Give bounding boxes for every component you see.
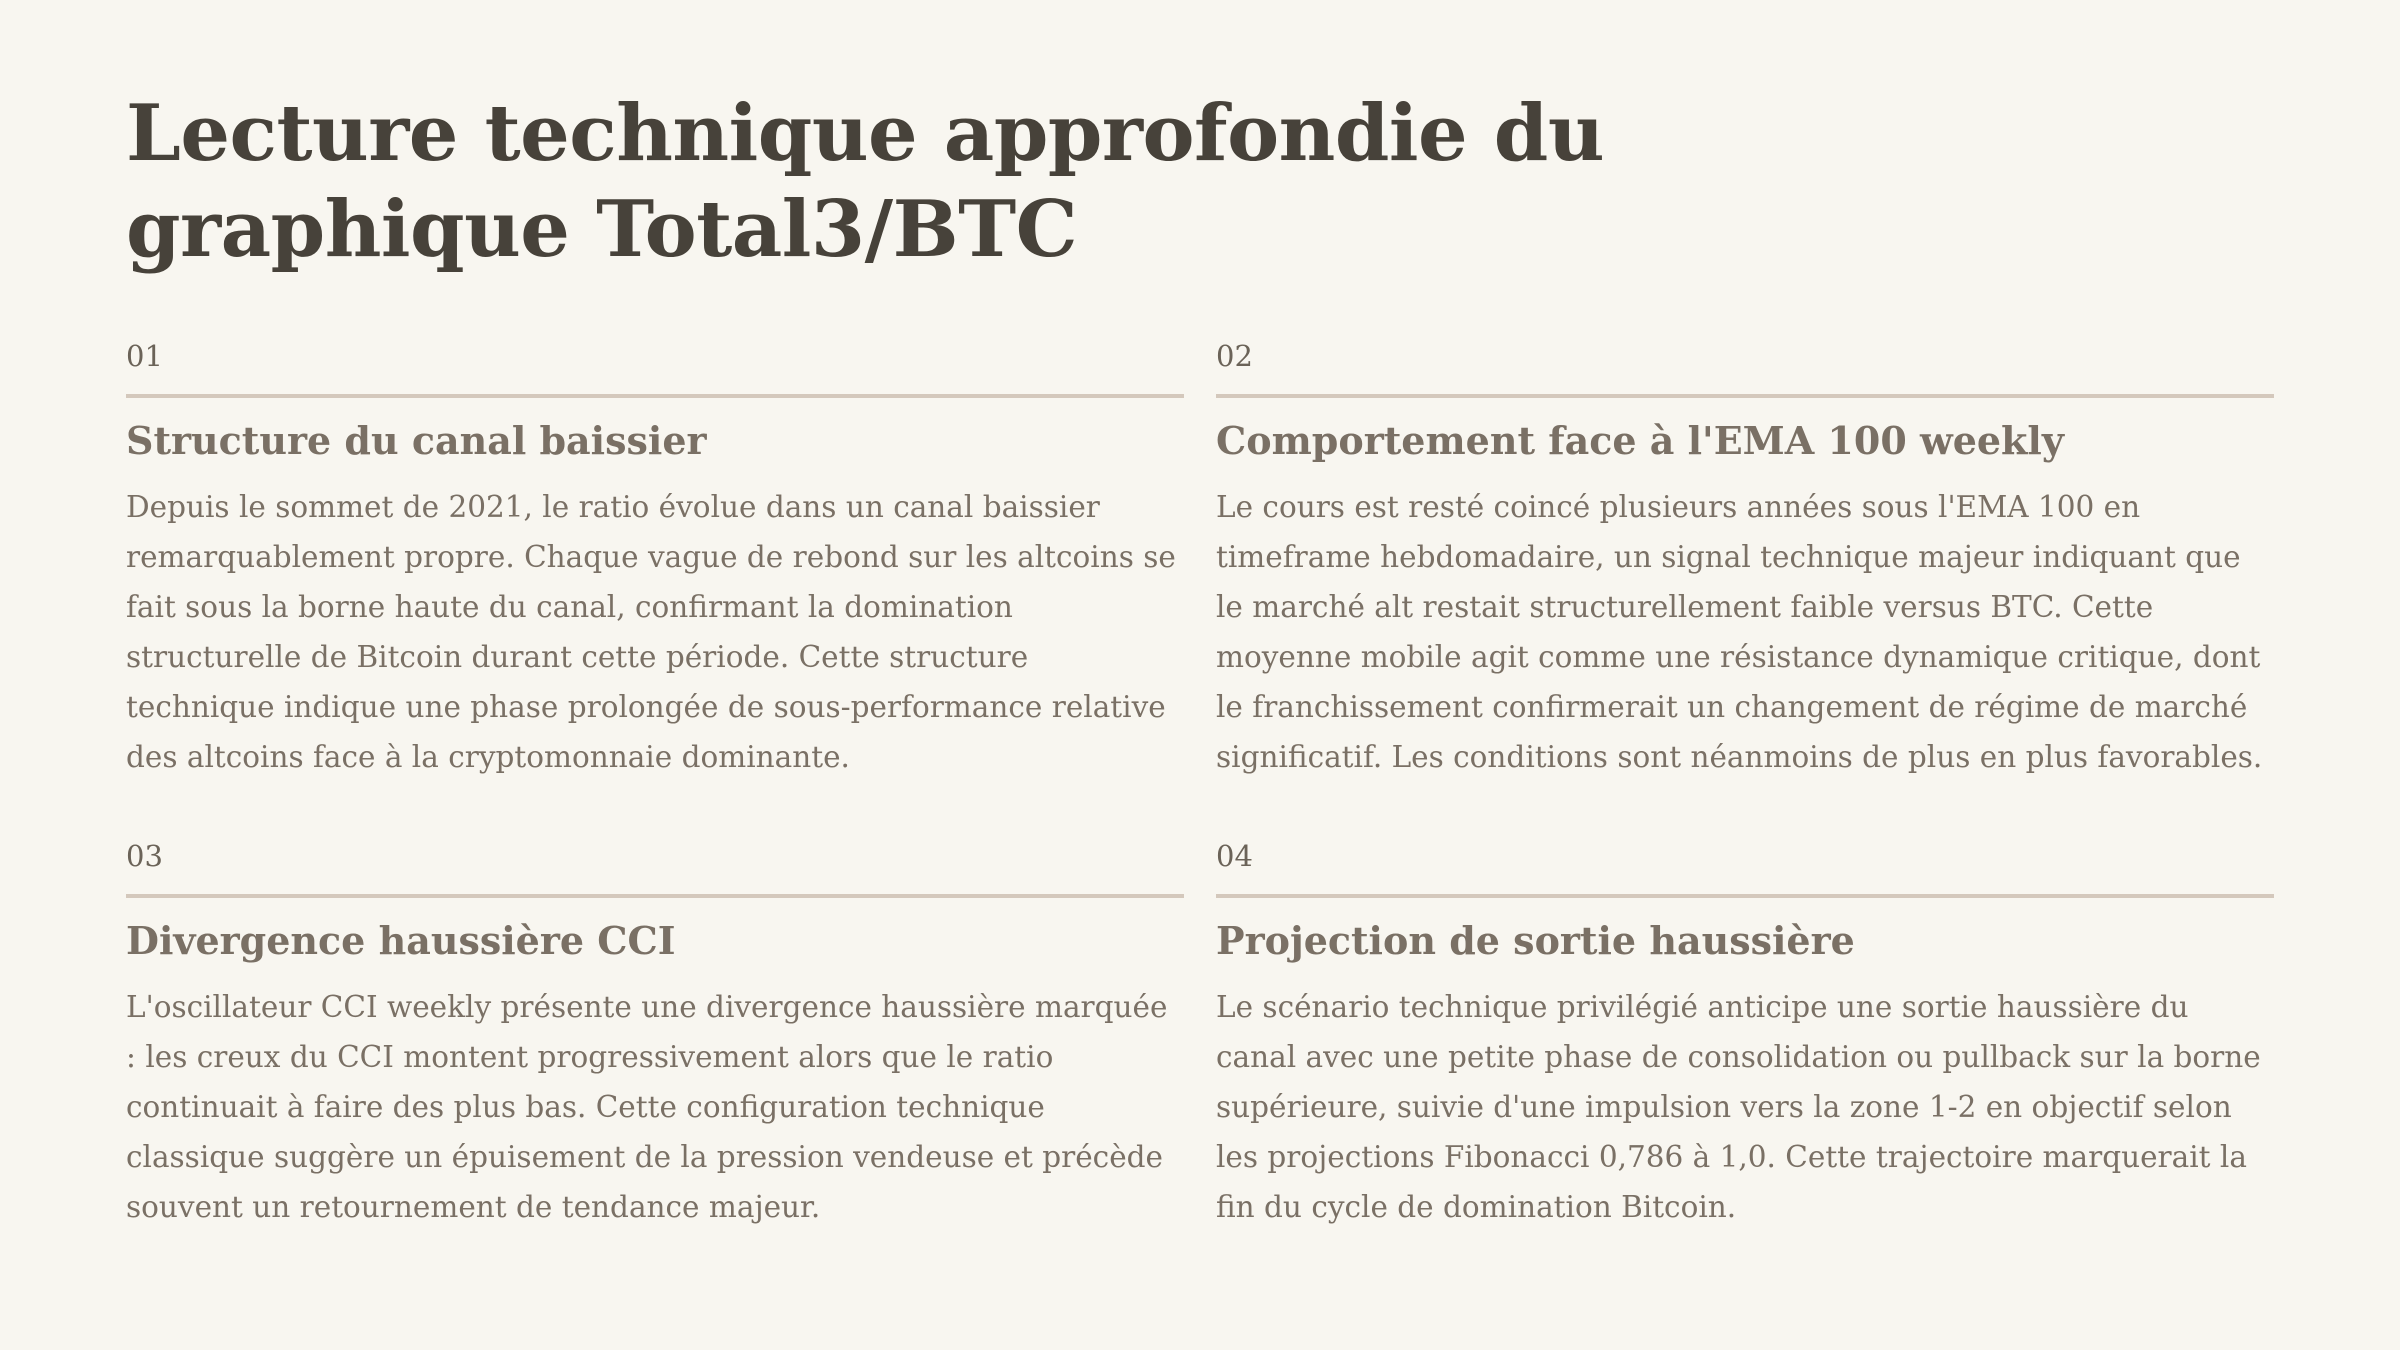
section-structure-canal xyxy=(126,338,1184,782)
section-divider xyxy=(126,394,1184,398)
section-number: 01 xyxy=(126,339,163,373)
section-divider xyxy=(126,894,1184,898)
section-body: Depuis le sommet de 2021, le ratio évolue dans un canal baissier remarquablement propre. Chaque vague de rebond sur les altcoins se fait sous la borne haute du canal, confirmant la domination structurelle de Bitcoin durant cette période. Cette structure technique indique une phase prolongée de sous-performance relative des altcoins face à la cryptomonnaie dominante. xyxy=(126,490,1176,774)
section-divider xyxy=(1216,394,2274,398)
section-number: 02 xyxy=(1216,339,1253,373)
section-heading: Comportement face à l'EMA 100 weekly xyxy=(1216,418,2064,463)
section-ema-100 xyxy=(1216,338,2274,782)
section-body: Le scénario technique privilégié anticipe une sortie haussière du canal avec une petite phase de consolidation ou pullback sur la borne supérieure, suivie d'une impulsion vers la zone 1-2 en objectif selon les projections Fibonacci 0,786 à 1,0. Cette trajectoire marquerait la fin du cycle de domination Bitcoin. xyxy=(1216,990,2261,1224)
section-number: 03 xyxy=(126,839,163,873)
section-divergence-cci xyxy=(126,838,1184,1232)
section-number: 04 xyxy=(1216,839,1253,873)
section-heading: Projection de sortie haussière xyxy=(1216,918,1855,963)
page-title: Lecture technique approfondie du graphique Total3/BTC xyxy=(126,88,1605,275)
section-projection-sortie xyxy=(1216,838,2274,1232)
section-heading: Structure du canal baissier xyxy=(126,418,707,463)
section-body: Le cours est resté coincé plusieurs années sous l'EMA 100 en timeframe hebdomadaire, un signal technique majeur indiquant que le marché alt restait structurellement faible versus BTC. Cette moyenne mobile agit comme une résistance dynamique critique, dont le franchissement confirmerait un changement de régime de marché significatif. Les conditions sont néanmoins de plus en plus favorables. xyxy=(1216,490,2263,774)
section-body: L'oscillateur CCI weekly présente une divergence haussière marquée : les creux du CCI montent progressivement alors que le ratio continuait à faire des plus bas. Cette configuration technique classique suggère un épuisement de la pression vendeuse et précède souvent un retournement de tendance majeur. xyxy=(126,990,1168,1224)
sections-grid xyxy=(126,338,2274,1232)
section-divider xyxy=(1216,894,2274,898)
section-heading: Divergence haussière CCI xyxy=(126,918,676,963)
